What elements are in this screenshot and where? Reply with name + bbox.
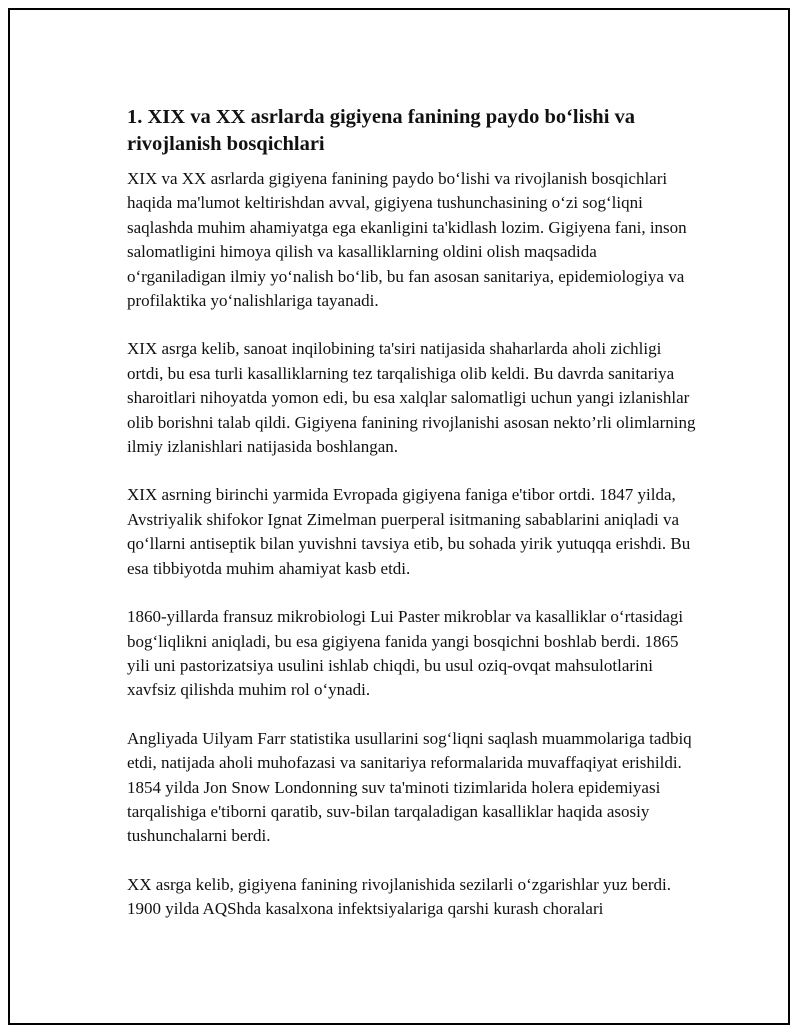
document-body (127, 104, 697, 946)
paragraph-5: Angliyada Uilyam Farr statistika usullarini sog‘liqni saqlash muammolariga tadbiq etdi, natijada aholi muhofazasi va sanitariya reformalarida muvaffaqiyat erishildi. 1854 yilda Jon Snow Londonning suv ta'minoti tizimlarida holera epidemiyasi tarqalishiga e'tiborni qaratib, suv-bilan tarqaladigan kasalliklar haqida asosiy tushunchalarni berdi. (127, 728, 692, 846)
paragraph-2: XIX asrga kelib, sanoat inqilobining ta'siri natijasida shaharlarda aholi zichligi ortdi, bu esa turli kasalliklarning tez tarqalishiga olib keldi. Bu davrda sanitariya sharoitlari nihoyatda yomon edi, bu esa xalqlar salomatligi uchun yangi izlanishlar olib borishni talab qildi. Gigiyena fanining rivojlanishi asosan nekto’rli olimlarning ilmiy izlanishlari natijasida boshlangan. (127, 339, 696, 457)
section-heading: 1. XIX va XX asrlarda gigiyena fanining paydo bo‘lishi va rivojlanish bosqichlari (127, 106, 636, 155)
paragraph-1: XIX va XX asrlarda gigiyena fanining paydo bo‘lishi va rivojlanish bosqichlari haqida ma'lumot keltirishdan avval, gigiyena tushunchasining o‘zi sog‘liqni saqlashda muhim ahamiyatga ega ekanligini ta'kidlash lozim. Gigiyena fani, inson salomatligini himoya qilish va kasalliklarning oldini olish maqsadida o‘rganiladigan ilmiy yo‘nalish bo‘lib, bu fan asosan sanitariya, epidemiologiya va profilaktika yo‘nalishlariga tayanadi. (127, 169, 687, 311)
paragraph-3: XIX asrning birinchi yarmida Evropada gigiyena faniga e'tibor ortdi. 1847 yilda, Avstriyalik shifokor Ignat Zimelman puerperal isitmaning sabablarini aniqladi va qo‘llarni antiseptik bilan yuvishni tavsiya etib, bu sohada yirik yutuqqa erishdi. Bu esa tibbiyotda muhim ahamiyat kasb etdi. (127, 485, 691, 578)
paragraph-6: XX asrga kelib, gigiyena fanining rivojlanishida sezilarli o‘zgarishlar yuz berdi. 1900 yilda AQShda kasalxona infektsiyalariga qarshi kurash choralari (127, 874, 671, 919)
paragraph-4: 1860-yillarda fransuz mikrobiologi Lui Paster mikroblar va kasalliklar o‘rtasidagi bog‘liqlikni aniqladi, bu esa gigiyena fanida yangi bosqichni boshlab berdi. 1865 yili uni pastorizatsiya usulini ishlab chiqdi, bu usul oziq-ovqat mahsulotlarini xavfsiz qilishda muhim rol o‘ynadi. (127, 607, 684, 700)
page-frame (8, 8, 790, 1025)
